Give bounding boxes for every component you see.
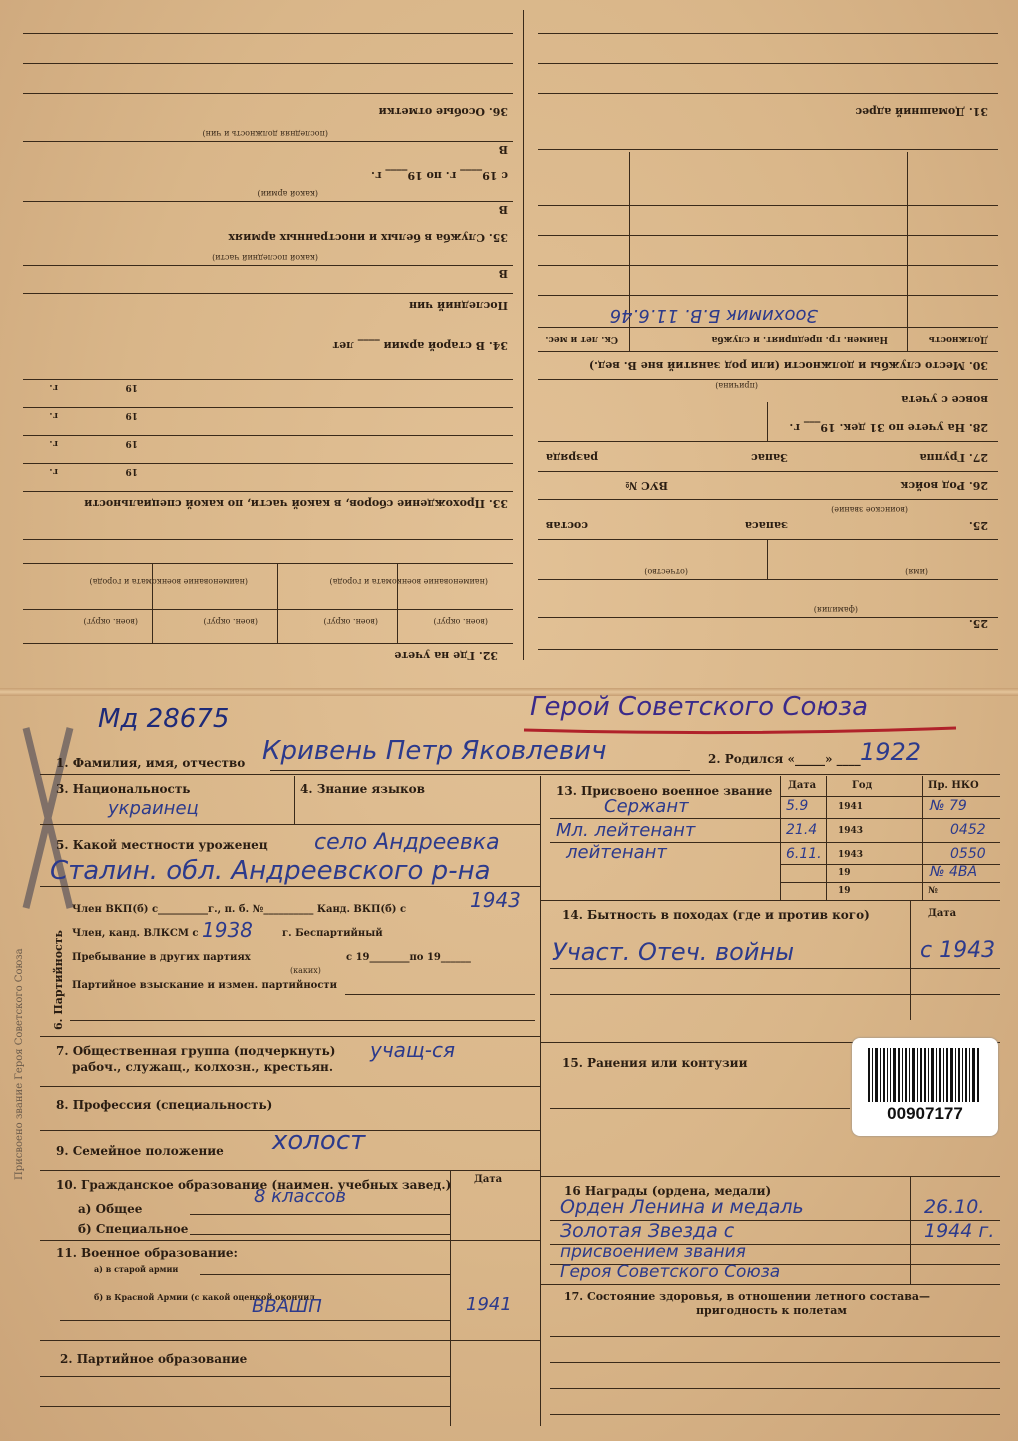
rank-value: лейтенант xyxy=(566,842,667,863)
field-6-line-1: Член ВКП(б) с__________г., п. б. №__________ Канд. ВКП(б) с xyxy=(72,904,407,915)
rank-date: 21.4 xyxy=(786,822,818,838)
field-13-col-date: Дата xyxy=(788,780,817,791)
field-32-label: 32. Где на учете xyxy=(394,649,498,662)
field-16-label: 16 Награды (ордена, медали) xyxy=(564,1184,772,1198)
field-6-line-2b: г. Беспартийный xyxy=(282,928,383,939)
field-34-rank: Последний чин xyxy=(409,299,508,312)
field-34-label: 34. В старой армии ____ лет xyxy=(332,339,508,352)
field-10-label: 10. Гражданское образование (наимен. учебных завед.) xyxy=(56,1178,452,1192)
field-35-c: В xyxy=(498,203,508,216)
field-name-small: (имя) xyxy=(905,567,928,576)
rank-date: 6.11. xyxy=(786,846,822,862)
field-12-label: 2. Партийное образование xyxy=(60,1352,248,1366)
rank-order: № 79 xyxy=(930,798,967,814)
field-2-label: 2. Родился «_____» ____ xyxy=(708,752,861,766)
field-1-value: Кривень Петр Яковлевич xyxy=(262,736,607,766)
field-5-value-1: село Андреевка xyxy=(314,830,500,855)
field-10-general: а) Общее xyxy=(78,1202,143,1216)
rank-date: 5.9 xyxy=(786,798,809,814)
upper-half-flipped xyxy=(0,0,1018,690)
field-11-label: 11. Военное образование: xyxy=(56,1246,238,1260)
field-11-red-army-year: 1941 xyxy=(466,1294,512,1315)
field-33-g: г. xyxy=(49,410,58,420)
field-9-label: 9. Семейное положение xyxy=(56,1144,224,1158)
field-8-label: 8. Профессия (специальность) xyxy=(56,1098,273,1112)
rank-year: 1943 xyxy=(838,850,864,860)
field-33-label: 33. Прохождение сборов, в какой части, по какой специальности xyxy=(84,497,508,510)
field-5-value-2: Сталин. обл. Андреевского р-на xyxy=(50,856,491,886)
field-27-label: 27. Группа xyxy=(919,451,988,464)
field-27-reserve: Запас xyxy=(751,451,788,464)
field-2-value: 1922 xyxy=(860,738,922,766)
field-10-date-header: Дата xyxy=(474,1174,503,1185)
field-30-col-position: Должность xyxy=(928,334,988,344)
field-30-col-enterprise: Наимен. гр. предприят. и служба xyxy=(711,334,888,344)
field-30-label: 30. Место службы и должности (или род занятий вне В. вед.) xyxy=(588,359,988,372)
field-16-date-2: 1944 г. xyxy=(924,1220,995,1242)
field-7-options: рабоч., служащ., колхозн., крестьян. xyxy=(72,1060,334,1074)
field-32-small: (наименование военкомата и города) xyxy=(89,577,248,586)
rank-year: 19 xyxy=(838,868,851,878)
field-13-col-year: Год xyxy=(852,780,873,791)
rank-order: № 4ВА xyxy=(930,864,978,880)
field-31-label: 31. Домашний адрес xyxy=(855,105,988,118)
field-6-value-1: 1943 xyxy=(470,888,521,912)
field-name-small: (отчество) xyxy=(644,567,688,576)
field-14-value: Участ. Отеч. войны xyxy=(552,938,795,966)
field-10-special: б) Специальное xyxy=(78,1222,189,1236)
field-10-general-value: 8 классов xyxy=(254,1186,346,1207)
field-33-g: г. xyxy=(49,466,58,476)
field-5-label: 5. Какой местности уроженец xyxy=(56,838,268,852)
field-11-red-army: б) в Красной Армии (с какой оценкой окончил xyxy=(94,1292,315,1302)
field-33-year: 19 xyxy=(125,382,138,392)
side-stamp-text: Присвоено звание Героя Советского Союза xyxy=(14,948,25,1180)
rank-order: 0550 xyxy=(950,846,986,862)
field-13-label: 13. Присвоено военное звание xyxy=(556,784,773,798)
field-30-entry: Зоохимик Б.В. 11.6.46 xyxy=(609,305,818,326)
field-32-small: (воен. округ) xyxy=(83,617,138,626)
field-6-line-2: Член, канд. ВЛКСМ с xyxy=(72,928,199,939)
field-33-g: г. xyxy=(49,438,58,448)
field-35-c: В xyxy=(498,267,508,280)
field-16-value-2: Золотая Звезда с xyxy=(560,1220,735,1242)
field-6-line-3: Пребывание в других партиях xyxy=(72,952,251,963)
field-25-label: 25. xyxy=(968,519,988,532)
field-35-small: (какой армии) xyxy=(257,189,318,198)
field-32-small: (воен. округ) xyxy=(433,617,488,626)
field-28-removed: вовсе с учета xyxy=(901,393,988,406)
field-15-label: 15. Ранения или контузии xyxy=(562,1056,748,1070)
field-16-value-3: присвоением звания xyxy=(560,1242,746,1262)
field-35-period: с 19____ г. по 19____ г. xyxy=(371,169,508,182)
record-number: Мд 28675 xyxy=(98,704,230,734)
field-33-year: 19 xyxy=(125,410,138,420)
field-17-label: 17. Состояние здоровья, в отношении летного состава— xyxy=(564,1290,931,1303)
hero-title: Герой Советского Союза xyxy=(530,692,869,722)
field-26-vus: ВУС № xyxy=(625,479,668,492)
field-32-small: (наименование военкомата и города) xyxy=(329,577,488,586)
field-27-grade: разряда xyxy=(545,451,598,464)
field-14-label: 14. Бытность в походах (где и против кого) xyxy=(562,908,870,922)
field-32-small: (воен. округ) xyxy=(323,617,378,626)
field-30-col-years: Ск. лет и мес. xyxy=(545,334,618,344)
field-11-red-army-value: ВВАШП xyxy=(252,1296,322,1317)
rank-year: 1943 xyxy=(838,826,864,836)
cross-out-mark xyxy=(18,718,78,918)
field-6-value-2: 1938 xyxy=(202,918,253,942)
rank-year: 19 xyxy=(838,886,851,896)
field-35-small: (последняя должность и чин) xyxy=(202,129,328,138)
field-28-small: (причина) xyxy=(715,381,758,390)
rank-order: № xyxy=(928,886,938,896)
field-9-value: холост xyxy=(272,1126,366,1156)
field-33-year: 19 xyxy=(125,438,138,448)
field-25-reserve: запаса xyxy=(744,519,788,532)
field-25-small: (воинское звание) xyxy=(831,505,908,514)
field-16-value-4: Героя Советского Союза xyxy=(560,1262,781,1282)
field-28-label: 28. На учете по 31 дек. 19___ г. xyxy=(789,421,988,434)
rank-value: Сержант xyxy=(604,796,689,817)
field-26-label: 26. Род войск xyxy=(900,479,988,492)
field-7-label: 7. Общественная группа (подчеркнуть) xyxy=(56,1044,336,1058)
field-34-small: (какой последний части) xyxy=(212,253,318,262)
barcode-sticker xyxy=(852,1038,998,1136)
field-13-col-order: Пр. НКО xyxy=(928,780,979,791)
field-14-date-header: Дата xyxy=(928,908,957,919)
field-36-label: 36. Особые отметки xyxy=(378,105,508,118)
field-6-line-3b: с 19________по 19______ xyxy=(346,952,471,963)
rank-year: 1941 xyxy=(838,802,864,812)
field-16-date-1: 26.10. xyxy=(924,1196,985,1218)
field-35-label: 35. Служба в белых и иностранных армиях xyxy=(228,231,508,244)
barcode-number: 00907177 xyxy=(887,1104,963,1123)
field-16-value-1: Орден Ленина и медаль xyxy=(560,1196,804,1218)
field-17-label-2: пригодность к полетам xyxy=(696,1304,847,1317)
field-25-staff: состав xyxy=(545,519,588,532)
field-14-date-value: с 1943 xyxy=(920,938,996,963)
field-11-old-army: а) в старой армии xyxy=(94,1264,179,1274)
field-4-label: 4. Знание языков xyxy=(300,782,425,796)
field-3-label: 3. Национальность xyxy=(56,782,191,796)
barcode-bars xyxy=(868,1048,980,1102)
field-6-small: (каких) xyxy=(290,966,321,975)
field-7-value: учащ-ся xyxy=(370,1038,455,1062)
field-3-value: украинец xyxy=(108,798,199,819)
field-name-small: (фамилия) xyxy=(813,605,858,614)
field-6-label: 6. Партийность xyxy=(52,929,65,1030)
field-35-c: В xyxy=(498,143,508,156)
field-1-label: 1. Фамилия, имя, отчество xyxy=(56,756,246,770)
field-33-year: 19 xyxy=(125,466,138,476)
field-33-g: г. xyxy=(49,382,58,392)
field-25-label: 25. xyxy=(968,617,988,630)
rank-value: Мл. лейтенант xyxy=(556,820,696,841)
rank-order: 0452 xyxy=(950,822,986,838)
field-6-line-4: Партийное взыскание и измен. партийности xyxy=(72,980,338,991)
field-32-small: (воен. округ) xyxy=(203,617,258,626)
